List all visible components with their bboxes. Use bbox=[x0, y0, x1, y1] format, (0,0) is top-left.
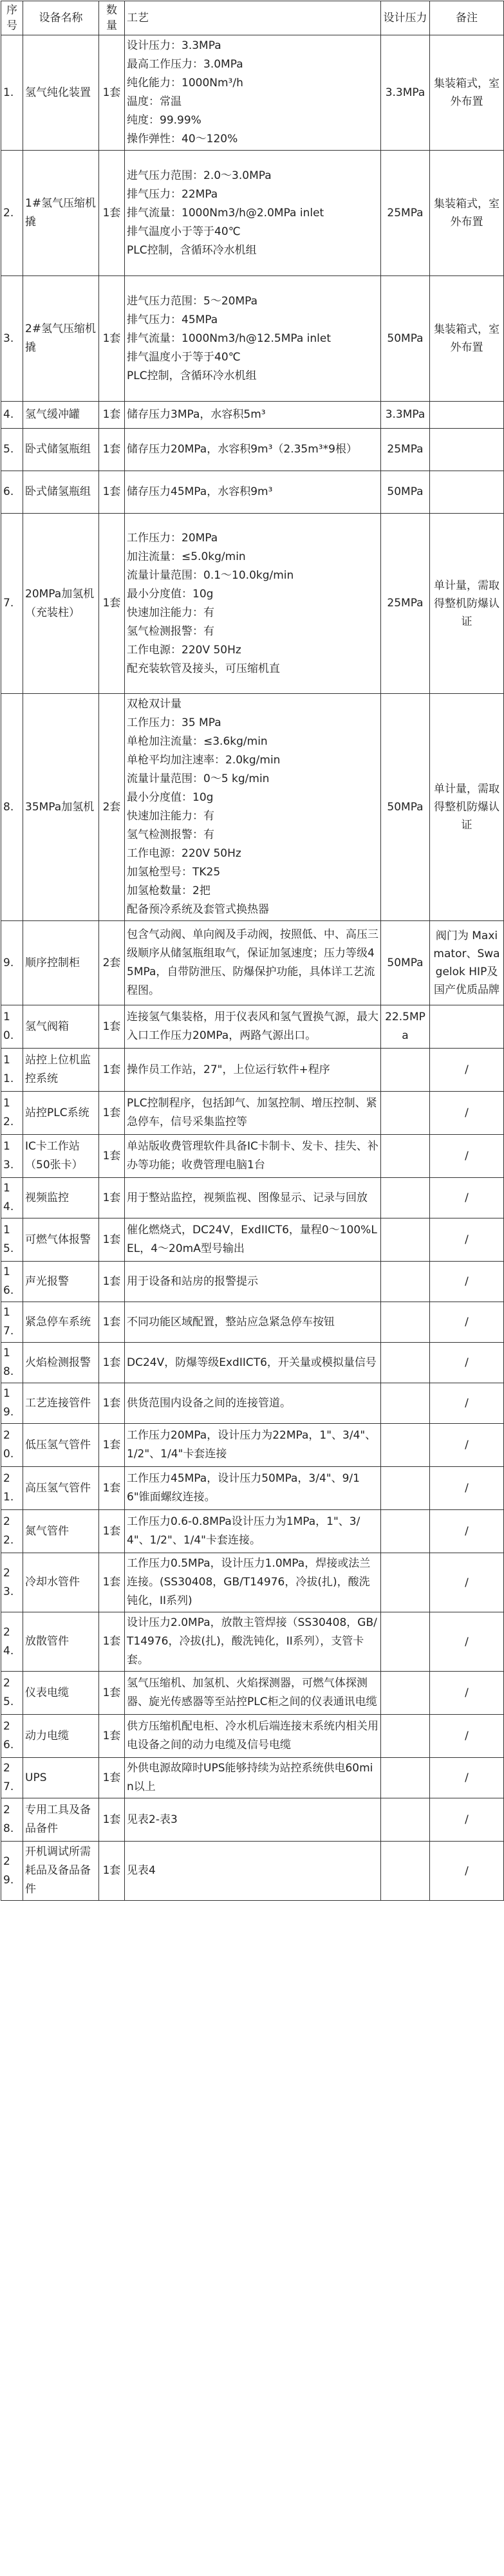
equipment-name: 35MPa加氢机 bbox=[23, 694, 99, 921]
quantity: 1套 bbox=[99, 1178, 125, 1218]
table-row bbox=[1, 1005, 504, 1049]
table-row bbox=[1, 276, 504, 402]
process-line: 工作压力：20MPa bbox=[127, 531, 218, 545]
table-row bbox=[1, 402, 504, 429]
design-pressure bbox=[381, 1553, 430, 1612]
equipment-name: 站控上位机监控系统 bbox=[23, 1049, 99, 1092]
process-line: 氢气压缩机、加氢机、火焰探测器，可燃气体探测器、旋光传感器等至站控PLC柜之间的仪表通讯电缆 bbox=[127, 1677, 377, 1708]
process-spec bbox=[125, 151, 381, 276]
design-pressure bbox=[381, 1842, 430, 1901]
process-line: 最高工作压力：3.0MPa bbox=[127, 58, 243, 71]
design-pressure bbox=[381, 1343, 430, 1383]
equipment-table bbox=[1, 1, 504, 1901]
remark: / bbox=[430, 1510, 504, 1553]
design-pressure bbox=[381, 1135, 430, 1178]
header-no: 序号 bbox=[1, 1, 23, 35]
process-spec bbox=[125, 1553, 381, 1612]
remark: / bbox=[430, 1262, 504, 1302]
design-pressure: 3.3MPa bbox=[381, 402, 430, 429]
process-spec bbox=[125, 1092, 381, 1135]
quantity: 1套 bbox=[99, 1758, 125, 1798]
table-row bbox=[1, 1467, 504, 1510]
process-line: 排气温度小于等于40℃ bbox=[127, 350, 241, 364]
quantity: 1套 bbox=[99, 1553, 125, 1612]
row-number: 24. bbox=[1, 1612, 23, 1672]
process-spec bbox=[125, 1343, 381, 1383]
row-number: 28. bbox=[1, 1798, 23, 1842]
equipment-name: 卧式储氢瓶组 bbox=[23, 471, 99, 514]
equipment-name: 专用工具及备品备件 bbox=[23, 1798, 99, 1842]
equipment-name: 放散管件 bbox=[23, 1612, 99, 1672]
process-line: 排气流量：1000Nm3/h@2.0MPa inlet bbox=[127, 206, 324, 219]
table-row bbox=[1, 429, 504, 471]
header-pressure: 设计压力 bbox=[381, 1, 430, 35]
table-row bbox=[1, 1842, 504, 1901]
table-body bbox=[1, 35, 504, 1901]
process-line: 排气流量：1000Nm3/h@12.5MPa inlet bbox=[127, 331, 331, 345]
quantity: 2套 bbox=[99, 921, 125, 1005]
quantity: 1套 bbox=[99, 402, 125, 429]
process-line: 工作压力0.6-0.8MPa设计压力为1MPa，1"、3/4"、1/2"、1/4"卡套连接。 bbox=[127, 1515, 360, 1547]
process-spec bbox=[125, 1842, 381, 1901]
process-spec bbox=[125, 429, 381, 471]
process-line: 连接氢气集装格，用于仪表风和氢气置换气源，最大入口工作压力20MPa，两路气源出口。 bbox=[127, 1011, 378, 1042]
table-row bbox=[1, 514, 504, 694]
equipment-name: 低压氢气管件 bbox=[23, 1424, 99, 1467]
process-line: 工作电源：220V 50Hz bbox=[127, 643, 241, 657]
process-line: 见表2-表3 bbox=[127, 1813, 178, 1826]
process-spec bbox=[125, 1302, 381, 1343]
row-number: 9. bbox=[1, 921, 23, 1005]
design-pressure: 25MPa bbox=[381, 514, 430, 694]
process-line: 配充装软管及接头，可压缩机直 bbox=[127, 662, 280, 675]
design-pressure bbox=[381, 1424, 430, 1467]
remark: / bbox=[430, 1343, 504, 1383]
table-row bbox=[1, 151, 504, 276]
process-line: 流量计量范围：0.1～10.0kg/min bbox=[127, 568, 294, 582]
table-row bbox=[1, 1218, 504, 1262]
remark: / bbox=[430, 1467, 504, 1510]
process-line: PLC控制，含循环冷水机组 bbox=[127, 369, 257, 382]
row-number: 19. bbox=[1, 1383, 23, 1424]
remark: 阀门为 Maximator、Swagelok HIP及国产优质品牌 bbox=[430, 921, 504, 1005]
process-spec bbox=[125, 276, 381, 402]
quantity: 1套 bbox=[99, 276, 125, 402]
quantity: 1套 bbox=[99, 1510, 125, 1553]
process-spec bbox=[125, 1262, 381, 1302]
process-spec bbox=[125, 1612, 381, 1672]
table-row bbox=[1, 1302, 504, 1343]
remark: / bbox=[430, 1758, 504, 1798]
process-spec bbox=[125, 1467, 381, 1510]
process-line: 进气压力范围：2.0～3.0MPa bbox=[127, 169, 272, 182]
equipment-name: 2#氢气压缩机撬 bbox=[23, 276, 99, 402]
remark: / bbox=[430, 1672, 504, 1715]
remark: 集装箱式，室外布置 bbox=[430, 276, 504, 402]
process-line: 设计压力：3.3MPa bbox=[127, 39, 221, 52]
row-number: 4. bbox=[1, 402, 23, 429]
quantity: 2套 bbox=[99, 694, 125, 921]
row-number: 26. bbox=[1, 1715, 23, 1758]
row-number: 13. bbox=[1, 1135, 23, 1178]
remark: / bbox=[430, 1715, 504, 1758]
row-number: 5. bbox=[1, 429, 23, 471]
process-line: 加氢枪型号：TK25 bbox=[127, 866, 221, 879]
process-line: 供方压缩机配电柜、冷水机后端连接末系统内相关用电设备之间的动力电缆及信号电缆 bbox=[127, 1720, 378, 1751]
quantity: 1套 bbox=[99, 1005, 125, 1049]
equipment-name: 冷却水管件 bbox=[23, 1553, 99, 1612]
equipment-name: 卧式储氢瓶组 bbox=[23, 429, 99, 471]
process-line: 供货范围内设备之间的连接管道。 bbox=[127, 1396, 291, 1410]
row-number: 8. bbox=[1, 694, 23, 921]
header-row bbox=[1, 1, 504, 35]
row-number: 23. bbox=[1, 1553, 23, 1612]
process-line: PLC控制，含循环冷水机组 bbox=[127, 243, 257, 257]
quantity: 1套 bbox=[99, 1798, 125, 1842]
process-line: 加注流量：≤5.0kg/min bbox=[127, 550, 246, 563]
equipment-name: UPS bbox=[23, 1758, 99, 1798]
process-line: PLC控制程序，包括卸气、加氢控制、增压控制、紧急停车，信号采集监控等 bbox=[127, 1097, 377, 1128]
equipment-name: 可燃气体报警 bbox=[23, 1218, 99, 1262]
design-pressure bbox=[381, 1510, 430, 1553]
process-line: 储存压力3MPa，水容积5m³ bbox=[127, 408, 266, 421]
design-pressure bbox=[381, 1467, 430, 1510]
table-row bbox=[1, 921, 504, 1005]
quantity: 1套 bbox=[99, 35, 125, 151]
process-spec bbox=[125, 1424, 381, 1467]
quantity: 1套 bbox=[99, 1343, 125, 1383]
quantity: 1套 bbox=[99, 1262, 125, 1302]
process-spec bbox=[125, 921, 381, 1005]
process-line: 工作压力20MPa，设计压力为22MPa，1"、3/4"、1/2"、1/4"卡套连接 bbox=[127, 1429, 377, 1461]
table-row bbox=[1, 1383, 504, 1424]
process-line: 加氢枪数量：2把 bbox=[127, 884, 210, 897]
remark bbox=[430, 1005, 504, 1049]
row-number: 21. bbox=[1, 1467, 23, 1510]
equipment-name: 顺序控制柜 bbox=[23, 921, 99, 1005]
process-spec bbox=[125, 1383, 381, 1424]
process-line: DC24V，防爆等级ExdIICT6，开关量或模拟量信号 bbox=[127, 1356, 377, 1369]
remark: / bbox=[430, 1553, 504, 1612]
table-row bbox=[1, 1510, 504, 1553]
process-line: 氢气检测报警：有 bbox=[127, 828, 214, 841]
remark: / bbox=[430, 1049, 504, 1092]
process-spec bbox=[125, 1510, 381, 1553]
design-pressure: 50MPa bbox=[381, 921, 430, 1005]
process-spec bbox=[125, 1798, 381, 1842]
process-line: 外供电源故障时UPS能够持续为站控系统供电60min以上 bbox=[127, 1762, 373, 1793]
process-line: 工作电源：220V 50Hz bbox=[127, 847, 241, 860]
process-spec bbox=[125, 402, 381, 429]
process-line: 纯度：99.99% bbox=[127, 114, 201, 127]
equipment-name: 开机调试所需耗品及备品备件 bbox=[23, 1842, 99, 1901]
process-line: 温度：常温 bbox=[127, 95, 182, 108]
process-spec bbox=[125, 35, 381, 151]
remark: 单计量，需取得整机防爆认证 bbox=[430, 694, 504, 921]
design-pressure bbox=[381, 1672, 430, 1715]
table-row bbox=[1, 1092, 504, 1135]
remark: / bbox=[430, 1135, 504, 1178]
row-number: 2. bbox=[1, 151, 23, 276]
table-row bbox=[1, 1612, 504, 1672]
remark bbox=[430, 471, 504, 514]
table-row bbox=[1, 1135, 504, 1178]
remark: / bbox=[430, 1383, 504, 1424]
table-row bbox=[1, 471, 504, 514]
process-line: 最小分度值：10g bbox=[127, 587, 214, 601]
quantity: 1套 bbox=[99, 514, 125, 694]
remark: 集装箱式，室外布置 bbox=[430, 151, 504, 276]
design-pressure: 3.3MPa bbox=[381, 35, 430, 151]
process-line: 见表4 bbox=[127, 1864, 156, 1877]
remark: 集装箱式，室外布置 bbox=[430, 35, 504, 151]
remark: / bbox=[430, 1302, 504, 1343]
equipment-name: 视频监控 bbox=[23, 1178, 99, 1218]
process-line: 不同功能区域配置，整站应急紧急停车按钮 bbox=[127, 1315, 335, 1329]
process-line: 用于整站监控，视频监视、图像显示、记录与回放 bbox=[127, 1191, 368, 1204]
process-line: 排气压力：45MPa bbox=[127, 313, 218, 326]
process-line: 操作员工作站，27"，上位运行软件+程序 bbox=[127, 1063, 330, 1076]
process-line: 单枪平均加注速率：2.0kg/min bbox=[127, 754, 281, 767]
design-pressure bbox=[381, 1049, 430, 1092]
row-number: 15. bbox=[1, 1218, 23, 1262]
process-spec bbox=[125, 1049, 381, 1092]
equipment-name: 20MPa加氢机（充装柱） bbox=[23, 514, 99, 694]
quantity: 1套 bbox=[99, 429, 125, 471]
process-line: 排气压力：22MPa bbox=[127, 187, 218, 201]
process-spec bbox=[125, 1178, 381, 1218]
process-spec bbox=[125, 1135, 381, 1178]
quantity: 1套 bbox=[99, 1218, 125, 1262]
process-line: 储存压力45MPa，水容积9m³ bbox=[127, 485, 273, 498]
process-line: 设计压力2.0MPa，放散主管焊接（SS30408，GB/T14976，冷拔(扎)，酸洗钝化，II系列），支管卡套。 bbox=[127, 1616, 377, 1666]
design-pressure bbox=[381, 1798, 430, 1842]
quantity: 1套 bbox=[99, 1467, 125, 1510]
table-row bbox=[1, 35, 504, 151]
process-line: 排气温度小于等于40℃ bbox=[127, 225, 241, 238]
quantity: 1套 bbox=[99, 1092, 125, 1135]
design-pressure: 25MPa bbox=[381, 429, 430, 471]
remark: / bbox=[430, 1424, 504, 1467]
design-pressure bbox=[381, 1383, 430, 1424]
design-pressure: 25MPa bbox=[381, 151, 430, 276]
process-line: 进气压力范围：5～20MPa bbox=[127, 294, 258, 308]
table-row bbox=[1, 1798, 504, 1842]
process-line: 流量计量范围：0～5 kg/min bbox=[127, 772, 270, 785]
row-number: 14. bbox=[1, 1178, 23, 1218]
row-number: 17. bbox=[1, 1302, 23, 1343]
row-number: 27. bbox=[1, 1758, 23, 1798]
equipment-name: 紧急停车系统 bbox=[23, 1302, 99, 1343]
process-line: 包含气动阀、单向阀及手动阀，按照低、中、高压三级顺序从储氢瓶组取气，保证加氢速度；压力等级45MPa，自带防泄压、防爆保护功能，具体详工艺流程图。 bbox=[127, 928, 378, 997]
quantity: 1套 bbox=[99, 151, 125, 276]
row-number: 7. bbox=[1, 514, 23, 694]
equipment-name: 氢气缓冲罐 bbox=[23, 402, 99, 429]
quantity: 1套 bbox=[99, 1302, 125, 1343]
equipment-name: IC卡工作站（50张卡） bbox=[23, 1135, 99, 1178]
quantity: 1套 bbox=[99, 1135, 125, 1178]
process-line: 最小分度值：10g bbox=[127, 791, 214, 804]
process-line: 催化燃烧式，DC24V，ExdIICT6，量程0～100%LEL，4～20mA型号输出 bbox=[127, 1224, 377, 1255]
process-line: 操作弹性：40～120% bbox=[127, 133, 238, 145]
table-row bbox=[1, 1672, 504, 1715]
process-line: 单站版收费管理软件具备IC卡制卡、发卡、挂失、补办等功能；收费管理电脑1台 bbox=[127, 1140, 378, 1171]
equipment-name: 氢气纯化装置 bbox=[23, 35, 99, 151]
equipment-name: 氢气阀箱 bbox=[23, 1005, 99, 1049]
process-line: 工作压力45MPa，设计压力50MPa，3/4"、9/16"锥面螺纹连接。 bbox=[127, 1472, 360, 1504]
table-row bbox=[1, 1715, 504, 1758]
remark: / bbox=[430, 1842, 504, 1901]
remark: / bbox=[430, 1798, 504, 1842]
equipment-name: 火焰检测报警 bbox=[23, 1343, 99, 1383]
row-number: 22. bbox=[1, 1510, 23, 1553]
header-qty: 数量 bbox=[99, 1, 125, 35]
table-row bbox=[1, 1758, 504, 1798]
row-number: 29. bbox=[1, 1842, 23, 1901]
process-spec bbox=[125, 1218, 381, 1262]
design-pressure bbox=[381, 1612, 430, 1672]
equipment-name: 1#氢气压缩机撬 bbox=[23, 151, 99, 276]
table-row bbox=[1, 1178, 504, 1218]
equipment-name: 工艺连接管件 bbox=[23, 1383, 99, 1424]
equipment-name: 站控PLC系统 bbox=[23, 1092, 99, 1135]
equipment-name: 动力电缆 bbox=[23, 1715, 99, 1758]
design-pressure bbox=[381, 1178, 430, 1218]
header-note: 备注 bbox=[430, 1, 504, 35]
process-spec bbox=[125, 471, 381, 514]
design-pressure bbox=[381, 1262, 430, 1302]
row-number: 16. bbox=[1, 1262, 23, 1302]
design-pressure bbox=[381, 1092, 430, 1135]
table-row bbox=[1, 1424, 504, 1467]
process-line: 双枪双计量 bbox=[127, 698, 182, 711]
design-pressure: 50MPa bbox=[381, 471, 430, 514]
design-pressure: 50MPa bbox=[381, 694, 430, 921]
remark bbox=[430, 402, 504, 429]
process-spec bbox=[125, 1758, 381, 1798]
header-name: 设备名称 bbox=[23, 1, 99, 35]
row-number: 10. bbox=[1, 1005, 23, 1049]
equipment-name: 仪表电缆 bbox=[23, 1672, 99, 1715]
design-pressure bbox=[381, 1715, 430, 1758]
row-number: 20. bbox=[1, 1424, 23, 1467]
process-line: 快速加注能力：有 bbox=[127, 810, 214, 823]
process-spec bbox=[125, 1715, 381, 1758]
design-pressure: 50MPa bbox=[381, 276, 430, 402]
quantity: 1套 bbox=[99, 1383, 125, 1424]
process-spec bbox=[125, 1672, 381, 1715]
remark: / bbox=[430, 1612, 504, 1672]
process-spec bbox=[125, 514, 381, 694]
process-spec bbox=[125, 1005, 381, 1049]
row-number: 25. bbox=[1, 1672, 23, 1715]
quantity: 1套 bbox=[99, 471, 125, 514]
row-number: 1. bbox=[1, 35, 23, 151]
quantity: 1套 bbox=[99, 1672, 125, 1715]
design-pressure bbox=[381, 1302, 430, 1343]
process-line: 用于设备和站房的报警提示 bbox=[127, 1274, 258, 1288]
table-row bbox=[1, 1343, 504, 1383]
table-row bbox=[1, 1262, 504, 1302]
process-line: 工作压力：35 MPa bbox=[127, 716, 221, 729]
quantity: 1套 bbox=[99, 1049, 125, 1092]
quantity: 1套 bbox=[99, 1612, 125, 1672]
row-number: 11. bbox=[1, 1049, 23, 1092]
quantity: 1套 bbox=[99, 1842, 125, 1901]
process-line: 快速加注能力：有 bbox=[127, 606, 214, 619]
design-pressure bbox=[381, 1758, 430, 1798]
row-number: 18. bbox=[1, 1343, 23, 1383]
table-row bbox=[1, 694, 504, 921]
equipment-name: 氮气管件 bbox=[23, 1510, 99, 1553]
process-line: 氢气检测报警：有 bbox=[127, 624, 214, 638]
quantity: 1套 bbox=[99, 1715, 125, 1758]
design-pressure: 22.5MPa bbox=[381, 1005, 430, 1049]
process-line: 纯化能力：1000Nm³/h bbox=[127, 77, 243, 89]
header-process: 工艺 bbox=[125, 1, 381, 35]
row-number: 6. bbox=[1, 471, 23, 514]
row-number: 12. bbox=[1, 1092, 23, 1135]
table-row bbox=[1, 1553, 504, 1612]
remark: / bbox=[430, 1218, 504, 1262]
remark: / bbox=[430, 1092, 504, 1135]
table-row bbox=[1, 1049, 504, 1092]
equipment-name: 声光报警 bbox=[23, 1262, 99, 1302]
quantity: 1套 bbox=[99, 1424, 125, 1467]
remark: 单计量，需取得整机防爆认证 bbox=[430, 514, 504, 694]
process-line: 工作压力0.5MPa，设计压力1.0MPa，焊接或法兰连接。(SS30408，GB/T14976，冷拔(扎)，酸洗钝化，II系列) bbox=[127, 1557, 371, 1607]
remark bbox=[430, 429, 504, 471]
process-line: 储存压力20MPa，水容积9m³（2.35m³*9根） bbox=[127, 443, 357, 456]
process-line: 配备预冷系统及套管式换热器 bbox=[127, 903, 269, 916]
process-spec bbox=[125, 694, 381, 921]
row-number: 3. bbox=[1, 276, 23, 402]
remark: / bbox=[430, 1178, 504, 1218]
design-pressure bbox=[381, 1218, 430, 1262]
process-line: 单枪加注流量：≤3.6kg/min bbox=[127, 735, 268, 748]
equipment-name: 高压氢气管件 bbox=[23, 1467, 99, 1510]
